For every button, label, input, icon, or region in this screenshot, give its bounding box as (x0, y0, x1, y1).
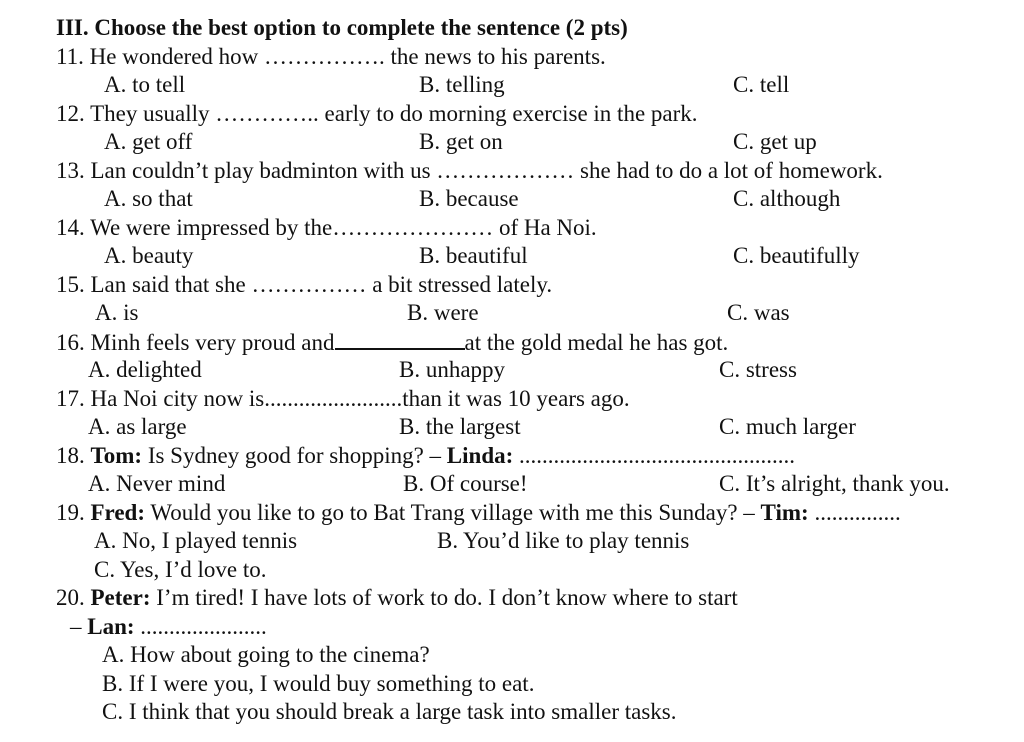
q20-option-c: C. I think that you should break a large task into smaller tasks. (102, 699, 677, 724)
q20-speaker-peter: Peter: (90, 585, 151, 610)
question-11: 11. He wondered how ……………. the news to his parents. (56, 44, 606, 69)
q12-option-c: C. get up (733, 129, 817, 154)
q18-number: 18. (56, 443, 85, 468)
q11-option-c: C. tell (733, 72, 790, 97)
q11-option-b: B. telling (419, 72, 505, 97)
q20-option-a: A. How about going to the cinema? (102, 642, 430, 667)
q20-speaker-lan: Lan: (87, 614, 135, 639)
q19-number: 19. (56, 500, 85, 525)
q11-option-a: A. to tell (104, 72, 186, 97)
question-14: 14. We were impressed by the………………… of Ha Noi. (56, 215, 597, 240)
question-15: 15. Lan said that she …………… a bit stressed lately. (56, 272, 553, 297)
q18-line: Is Sydney good for shopping? – (147, 443, 442, 468)
q16-option-a: A. delighted (88, 357, 202, 382)
section-title: III. Choose the best option to complete the sentence (2 pts) (56, 15, 628, 40)
question-13: 13. Lan couldn’t play badminton with us ……………… she had to do a lot of homework. (56, 158, 883, 183)
q16-text-after: at the gold medal he has got. (464, 330, 729, 355)
q19-line: Would you like to go to Bat Trang village with me this Sunday? – (150, 500, 755, 525)
q16-option-b: B. unhappy (399, 357, 506, 382)
q19-blank: ............... (814, 500, 901, 525)
q15-option-b: B. were (407, 300, 479, 325)
q19-option-b: B. You’d like to play tennis (437, 528, 690, 553)
q13-option-c: C. although (733, 186, 841, 211)
q19-option-c: C. Yes, I’d love to. (94, 557, 267, 582)
q16-text-before: 16. Minh feels very proud and (56, 330, 335, 355)
q13-option-a: A. so that (104, 186, 193, 211)
q19-speaker-tim: Tim: (760, 500, 809, 525)
q14-option-a: A. beauty (104, 243, 194, 268)
question-20 (56, 584, 738, 612)
q20-response-line (70, 613, 267, 641)
question-12: 12. They usually ………….. early to do morning exercise in the park. (56, 101, 698, 126)
q18-speaker-linda: Linda: (446, 443, 514, 468)
q17-option-b: B. the largest (399, 414, 521, 439)
question-19 (56, 499, 901, 527)
q13-option-b: B. because (419, 186, 519, 211)
q17-option-a: A. as large (88, 414, 187, 439)
question-17: 17. Ha Noi city now is........................than it was 10 years ago. (56, 386, 630, 411)
q20-option-b: B. If I were you, I would buy something to eat. (102, 671, 535, 696)
q14-option-c: C. beautifully (733, 243, 860, 268)
q18-option-a: A. Never mind (88, 471, 226, 496)
q20-blank: ...................... (140, 614, 267, 639)
question-18 (56, 442, 795, 470)
q17-option-c: C. much larger (719, 414, 856, 439)
q15-option-a: A. is (95, 300, 139, 325)
q20-dash: – (70, 614, 82, 639)
q18-option-c: C. It’s alright, thank you. (719, 471, 950, 496)
question-16 (56, 328, 728, 357)
q18-option-b: B. Of course! (403, 471, 528, 496)
q12-option-b: B. get on (419, 129, 503, 154)
q12-option-a: A. get off (104, 129, 193, 154)
q18-blank: ................................................ (519, 443, 796, 468)
q20-number: 20. (56, 585, 85, 610)
q14-option-b: B. beautiful (419, 243, 528, 268)
q15-option-c: C. was (727, 300, 790, 325)
q16-blank-line (335, 328, 465, 350)
q18-speaker-tom: Tom: (90, 443, 143, 468)
q19-option-a: A. No, I played tennis (94, 528, 298, 553)
q19-speaker-fred: Fred: (90, 500, 146, 525)
q16-option-c: C. stress (719, 357, 797, 382)
q20-line: I’m tired! I have lots of work to do. I don’t know where to start (156, 585, 738, 610)
